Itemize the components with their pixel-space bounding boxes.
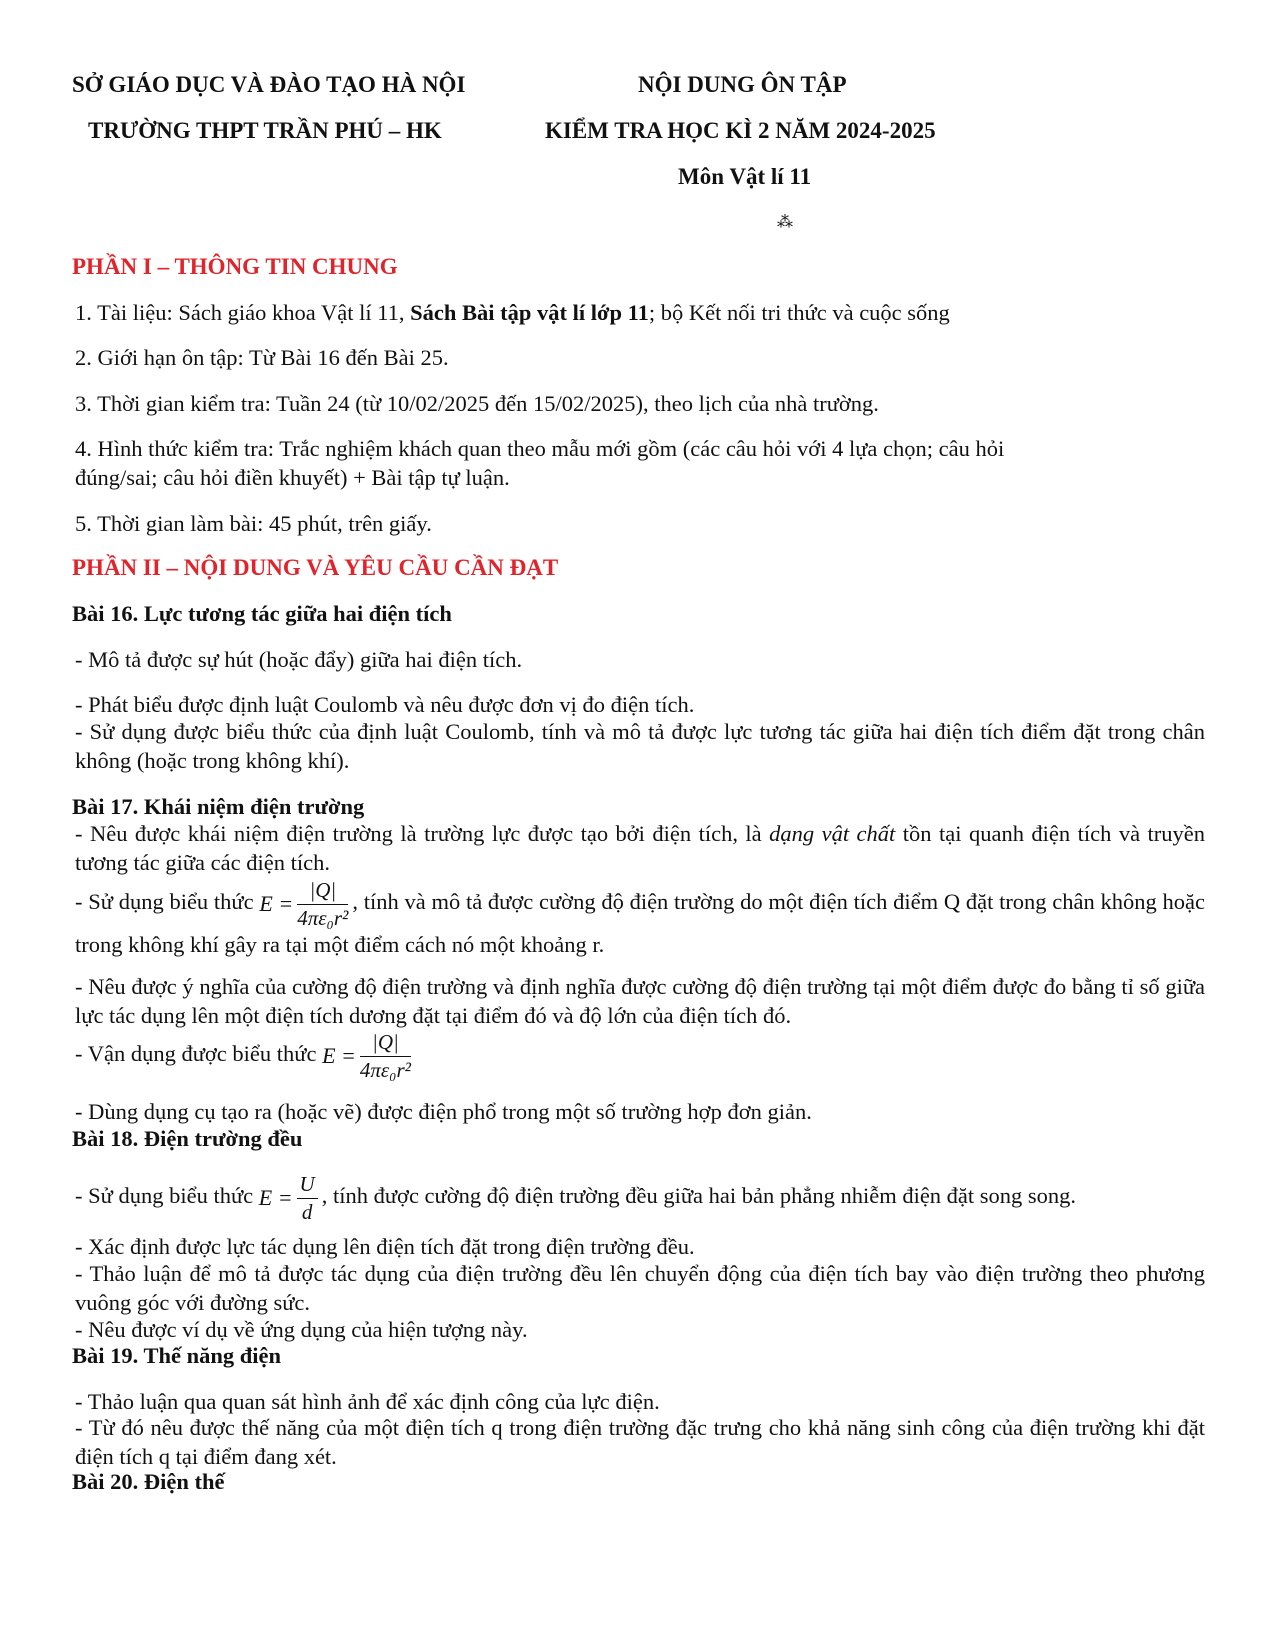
lesson19-point-2: - Từ đó nêu được thế năng của một điện tích q trong điện trường đặc trưng cho khả năng sinh công của điện trường khi đặt điện tích q tại điểm đang xét. <box>75 1415 1205 1469</box>
lesson18-point-1-text-end: , tính được cường độ điện trường đều giữa hai bản phẳng nhiễm điện đặt song song. <box>321 1183 1077 1209</box>
part1-item-4: 4. Hình thức kiểm tra: Trắc nghiệm khách quan theo mẫu mới gồm (các câu hỏi với 4 lựa chọn; câu hỏi đúng/sai; câu hỏi điền khuyết) + Bài tập tự luận. <box>75 436 1005 490</box>
lesson17-point-1-text-end: tồn tại quanh điện tích và truyền tương tác giữa các điện tích. <box>75 821 1205 875</box>
lesson18-title: Bài 18. Điện trường đều <box>72 1126 303 1151</box>
item1-bold-text: Sách Bài tập vật lí lớp 11 <box>410 300 649 325</box>
coulomb-field-formula <box>360 1030 411 1082</box>
lesson17-point-4-text: - Vận dụng được biểu thức <box>75 1041 317 1067</box>
part1-heading: PHẦN I – THÔNG TIN CHUNG <box>72 254 398 279</box>
item1-text-end: ; bộ Kết nối tri thức và cuộc sống <box>648 300 950 325</box>
lesson18-point-1 <box>75 1172 1205 1224</box>
lesson17-point-4 <box>75 1030 1205 1082</box>
document-title-line1: NỘI DUNG ÔN TẬP <box>638 72 847 97</box>
part2-heading: PHẦN II – NỘI DUNG VÀ YÊU CẦU CẦN ĐẠT <box>72 555 559 580</box>
item1-text: 1. Tài liệu: Sách giáo khoa Vật lí 11, <box>75 300 411 325</box>
coulomb-field-formula <box>297 878 348 930</box>
lesson17-point-2-text: - Sử dụng biểu thức <box>75 889 254 915</box>
lesson17-point-2 <box>75 878 1205 960</box>
uniform-field-formula <box>297 1172 318 1224</box>
formula-denominator: 4πε₀r² <box>297 906 349 930</box>
lesson16-point-2: - Phát biểu được định luật Coulomb và nêu được đơn vị đo điện tích. <box>75 692 695 717</box>
lesson19-point-1: - Thảo luận qua quan sát hình ảnh để xác định công của lực điện. <box>75 1389 660 1414</box>
lesson18-point-1-text: - Sử dụng biểu thức <box>75 1183 254 1209</box>
formula-e-label: E = <box>259 891 294 916</box>
lesson17-point-3: - Nêu được ý nghĩa của cường độ điện trường và định nghĩa được cường độ điện trường tại một điểm được đo bằng tỉ số giữa lực tác dụng lên một điện tích dương đặt tại điểm đó và độ lớn của điện tích đó. <box>75 974 1205 1028</box>
formula-denominator: 4πε₀r² <box>359 1058 411 1082</box>
lesson18-point-3: - Thảo luận để mô tả được tác dụng của điện trường đều lên chuyển động của điện tích bay vào điện trường theo phương vuông góc với đường sức. <box>75 1261 1205 1315</box>
formula-numerator: |Q| <box>360 1030 411 1057</box>
lesson17-point-2-text-end: , tính và mô tả được cường độ điện trường do một điện tích điểm Q đặt trong chân không hoặc trong không khí gây ra tại một điểm cách nó một khoảng r. <box>75 889 1205 957</box>
lesson20-title: Bài 20. Điện thế <box>72 1469 225 1494</box>
part1-item-1 <box>75 299 1205 328</box>
asterism-ornament: ⁂ <box>777 214 793 231</box>
lesson18-point-2: - Xác định được lực tác dụng lên điện tích đặt trong điện trường đều. <box>75 1234 695 1259</box>
lesson16-title: Bài 16. Lực tương tác giữa hai điện tích <box>72 601 452 626</box>
formula-e-label: E = <box>258 1185 293 1210</box>
lesson18-point-4: - Nêu được ví dụ về ứng dụng của hiện tượng này. <box>75 1317 528 1342</box>
department-name: SỞ GIÁO DỤC VÀ ĐÀO TẠO HÀ NỘI <box>72 72 466 97</box>
lesson17-point-1 <box>75 820 1205 877</box>
formula-numerator: |Q| <box>297 878 348 905</box>
document-title-line2: KIỂM TRA HỌC KÌ 2 NĂM 2024-2025 <box>545 118 936 143</box>
part1-item-5: 5. Thời gian làm bài: 45 phút, trên giấy. <box>75 511 432 536</box>
formula-e-label: E = <box>322 1043 356 1068</box>
school-name: TRƯỜNG THPT TRẦN PHÚ – HK <box>88 118 442 143</box>
lesson17-italic-term: dạng vật chất <box>769 821 896 846</box>
part1-item-2: 2. Giới hạn ôn tập: Từ Bài 16 đến Bài 25. <box>75 345 449 370</box>
lesson16-point-1: - Mô tả được sự hút (hoặc đẩy) giữa hai điện tích. <box>75 647 523 672</box>
lesson16-point-3: - Sử dụng được biểu thức của định luật Coulomb, tính và mô tả được lực tương tác giữa hai điện tích điểm đặt trong chân không (hoặc trong không khí). <box>75 719 1205 773</box>
lesson17-point-1-text: - Nêu được khái niệm điện trường là trường lực được tạo bởi điện tích, là <box>75 821 770 846</box>
part1-item-3: 3. Thời gian kiểm tra: Tuần 24 (từ 10/02/2025 đến 15/02/2025), theo lịch của nhà trường. <box>75 391 879 416</box>
lesson17-title: Bài 17. Khái niệm điện trường <box>72 794 365 819</box>
lesson17-point-5: - Dùng dụng cụ tạo ra (hoặc vẽ) được điện phổ trong một số trường hợp đơn giản. <box>75 1099 812 1124</box>
formula-denominator: d <box>301 1200 313 1224</box>
lesson19-title: Bài 19. Thế năng điện <box>72 1343 282 1368</box>
formula-numerator: U <box>297 1172 318 1199</box>
subject-title: Môn Vật lí 11 <box>678 164 812 189</box>
